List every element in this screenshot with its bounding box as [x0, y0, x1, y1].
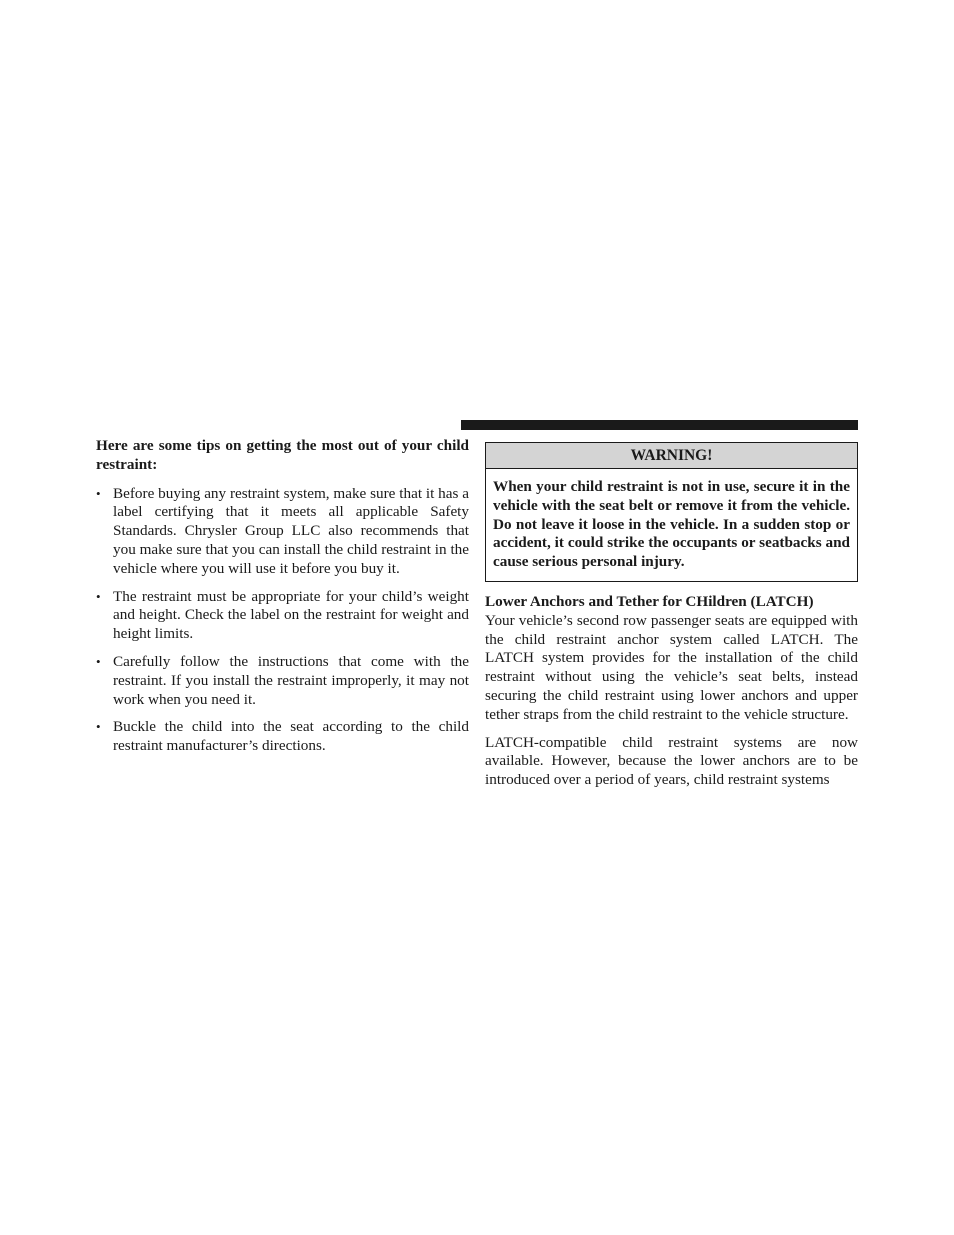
- latch-compatible-paragraph: LATCH-compatible child restraint systems are now available. However, because the lower anchors are to be introduced over a period of years, child restraint systems: [485, 733, 858, 789]
- tip-text: The restraint must be appropriate for your child’s weight and height. Check the label on the restraint for weight and height limits.: [113, 587, 469, 643]
- tips-list: [96, 485, 469, 756]
- tip-text: Carefully follow the instructions that come with the restraint. If you install the restraint improperly, it may not work when you need it.: [113, 652, 469, 708]
- list-item: [96, 653, 469, 709]
- bullet-icon: •: [96, 485, 101, 501]
- latch-heading: Lower Anchors and Tether for CHildren (LATCH): [485, 592, 814, 610]
- warning-text: When your child restraint is not in use, secure it in the vehicle with the seat belt or remove it from the vehicle. Do not leave it loose in the vehicle. In a sudden stop or accident, it could strike the occupants or seatbacks and cause serious personal injury.: [493, 478, 850, 571]
- list-item: [96, 485, 469, 579]
- bullet-icon: •: [96, 719, 101, 735]
- bullet-icon: •: [96, 653, 101, 669]
- left-column: [96, 437, 469, 765]
- section-header-bar: [461, 420, 858, 430]
- warning-title: WARNING!: [486, 443, 857, 469]
- tip-text: Before buying any restraint system, make sure that it has a label certifying that it meets all applicable Safety Standards. Chrysler Group LLC also recommends that you make sure that you can install the child restraint in the vehicle where you will use it before you buy it.: [113, 484, 469, 577]
- right-column: [485, 442, 858, 799]
- bullet-icon: •: [96, 588, 101, 604]
- list-item: [96, 588, 469, 644]
- tips-intro: Here are some tips on getting the most out of your child restraint:: [96, 437, 469, 473]
- warning-box: [485, 442, 858, 582]
- latch-paragraph: Your vehicle’s second row passenger seats are equipped with the child restraint anchor system called LATCH. The LATCH system provides for the installation of the child restraint without using the vehicle’s seat belts, instead securing the child restraint using lower anchors and upper tether straps from the child restraint to the vehicle structure.: [485, 611, 858, 723]
- tip-text: Buckle the child into the seat according to the child restraint manufacturer’s directions.: [113, 718, 469, 755]
- list-item: [96, 718, 469, 756]
